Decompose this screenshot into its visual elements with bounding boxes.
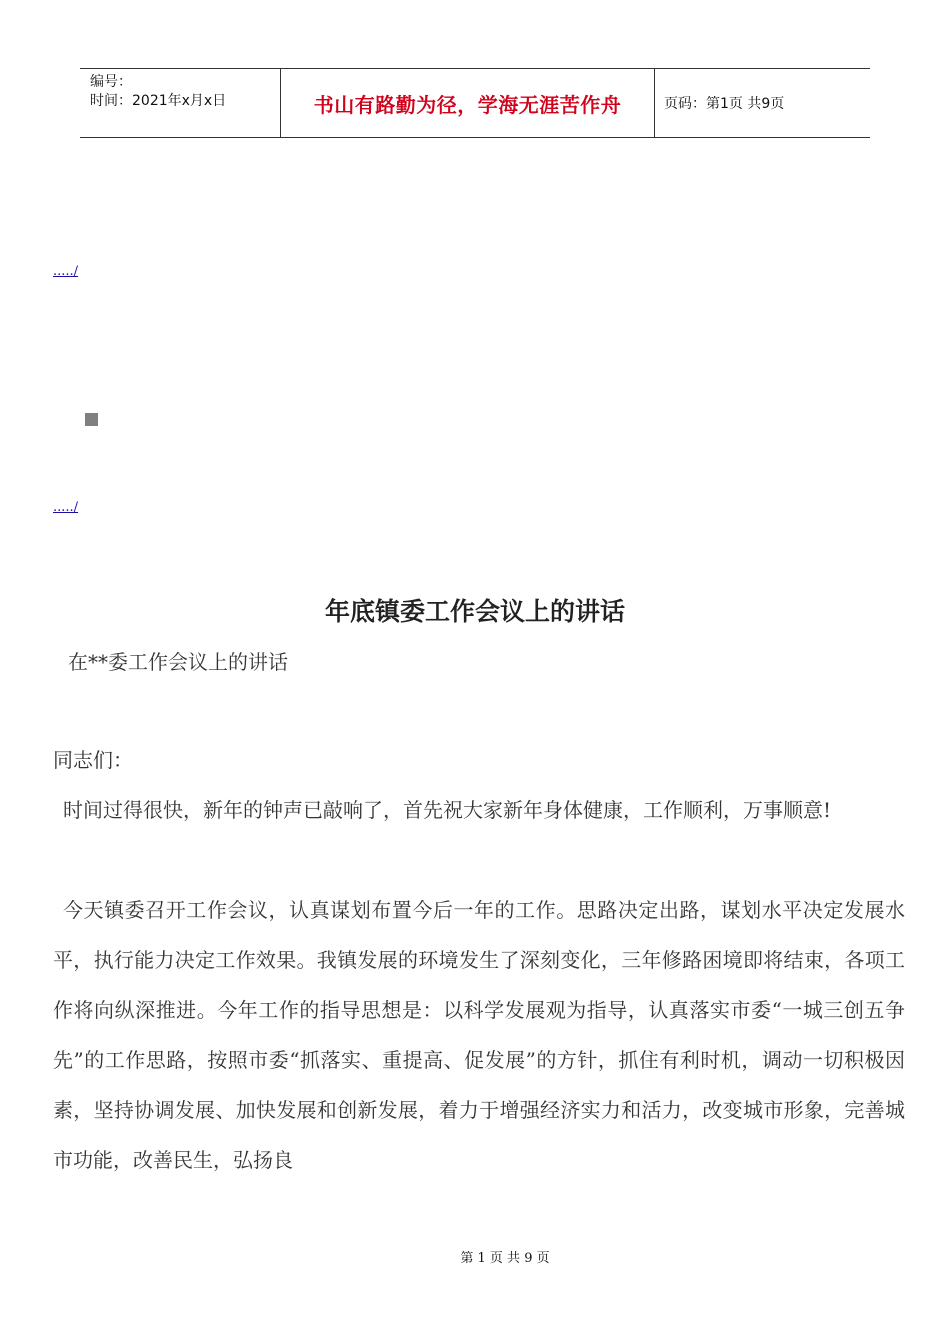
header-page-info: 页码：第1页 共9页 xyxy=(664,96,785,112)
link-1[interactable]: ...../ xyxy=(53,264,79,279)
header-meta xyxy=(80,69,281,137)
header-motto: 书山有路勤为径，学海无涯苦作舟 xyxy=(281,69,655,137)
page-footer: 第 1 页 共 9 页 xyxy=(460,1251,550,1266)
document-header xyxy=(80,68,870,138)
gray-square-icon xyxy=(85,413,98,426)
number-label: 编号： xyxy=(90,74,132,90)
document-subtitle: 在**委工作会议上的讲话 xyxy=(68,650,288,674)
link-2[interactable]: ...../ xyxy=(53,500,79,515)
paragraph-1: 时间过得很快，新年的钟声已敲响了，首先祝大家新年身体健康，工作顺利，万事顺意! xyxy=(63,798,832,822)
paragraph-2: 今天镇委召开工作会议，认真谋划布置今后一年的工作。思路决定出路，谋划水平决定发展水平，执行能力决定工作效果。我镇发展的环境发生了深刻变化，三年修路困境即将结束，各项工作将向纵深推进。今年工作的指导思想是：以科学发展观为指导，认真落实市委“一城三创五争先”的工作思路，按照市委“抓落实、重提高、促发展”的方针，抓住有利时机，调动一切积极因素，坚持协调发展、加快发展和创新发展，着力于增强经济实力和活力，改变城市形象，完善城市功能，改善民生，弘扬良 xyxy=(53,898,905,1172)
document-title: 年底镇委工作会议上的讲话 xyxy=(324,597,625,626)
time-label: 时间：2021年x月x日 xyxy=(90,93,227,109)
greeting: 同志们： xyxy=(53,748,133,772)
